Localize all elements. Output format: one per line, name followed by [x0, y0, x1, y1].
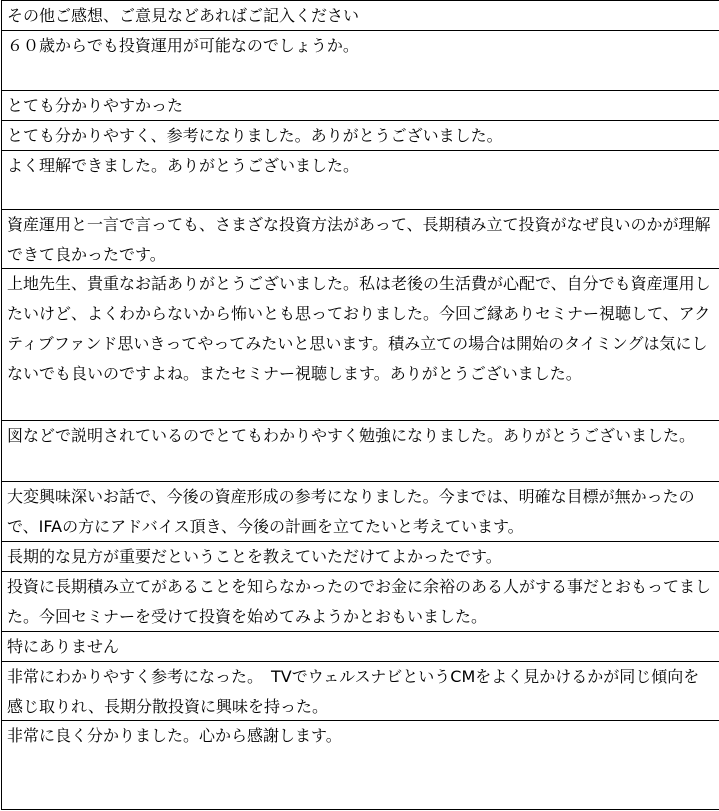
table-row — [2, 421, 719, 482]
table-row — [2, 31, 719, 91]
header-text: その他ご感想、ご意見などあればご記入ください — [7, 6, 360, 25]
comment-text: 上地先生、貴重なお話ありがとうございました。私は老後の生活費が心配で、自分でも資産運用したいけど、よくわからないから怖いとも思っておりました。今回ご縁ありセミナー視聴して、アクティブファンド思いきってやってみたいと思います。積み立ての場合は開始のタイミングは気にしないでも良いのですよね。またセミナー視聴します。ありがとうございました。 — [7, 274, 711, 383]
table-row — [2, 269, 719, 421]
table-row — [2, 121, 719, 151]
table-row — [2, 632, 719, 662]
comment-text: 投資に長期積み立てがあることを知らなかったのでお金に余裕のある人がする事だとおもってました。今回セミナーを受けて投資を始めてみようかとおもいました。 — [7, 577, 712, 626]
comment-text: ６０歳からでも投資運用が可能なのでしょうか。 — [7, 36, 359, 55]
survey-comments-table — [1, 0, 719, 810]
comment-text: 図などで説明されているのでとてもわかりやすく勉強になりました。ありがとうございました。 — [7, 426, 696, 445]
comment-text: とても分かりやすく、参考になりました。ありがとうございました。 — [7, 126, 503, 145]
table-row — [2, 542, 719, 572]
table-row — [2, 662, 719, 721]
comment-text: 非常に良く分かりました。心から感謝します。 — [7, 726, 342, 745]
table-row — [2, 572, 719, 632]
table-row — [2, 91, 719, 121]
table-header-row — [2, 0, 719, 31]
comment-text: とても分かりやすかった — [7, 96, 184, 115]
comment-text: よく理解できました。ありがとうございました。 — [7, 156, 360, 175]
table-row — [2, 210, 719, 269]
comment-text: 非常にわかりやすく参考になった。 TVでウェルスナビというCMをよく見かけるかが同じ傾向を感じ取りれ、長期分散投資に興味を持った。 — [7, 667, 700, 716]
table-row — [2, 482, 719, 542]
comment-text: 長期的な見方が重要だということを教えていただけてよかったです。 — [7, 547, 502, 566]
comment-text: 資産運用と一言で言っても、さまざな投資方法があって、長期積み立て投資がなぜ良いのかが理解できて良かったです。 — [7, 215, 711, 264]
table-row — [2, 721, 719, 810]
comment-text: 特にありません — [7, 637, 120, 656]
comment-text: 大変興味深いお話で、今後の資産形成の参考になりました。今までは、明確な目標が無かったので、IFAの方にアドバイス頂き、今後の計画を立てたいと考えています。 — [7, 487, 695, 536]
table-row — [2, 151, 719, 210]
